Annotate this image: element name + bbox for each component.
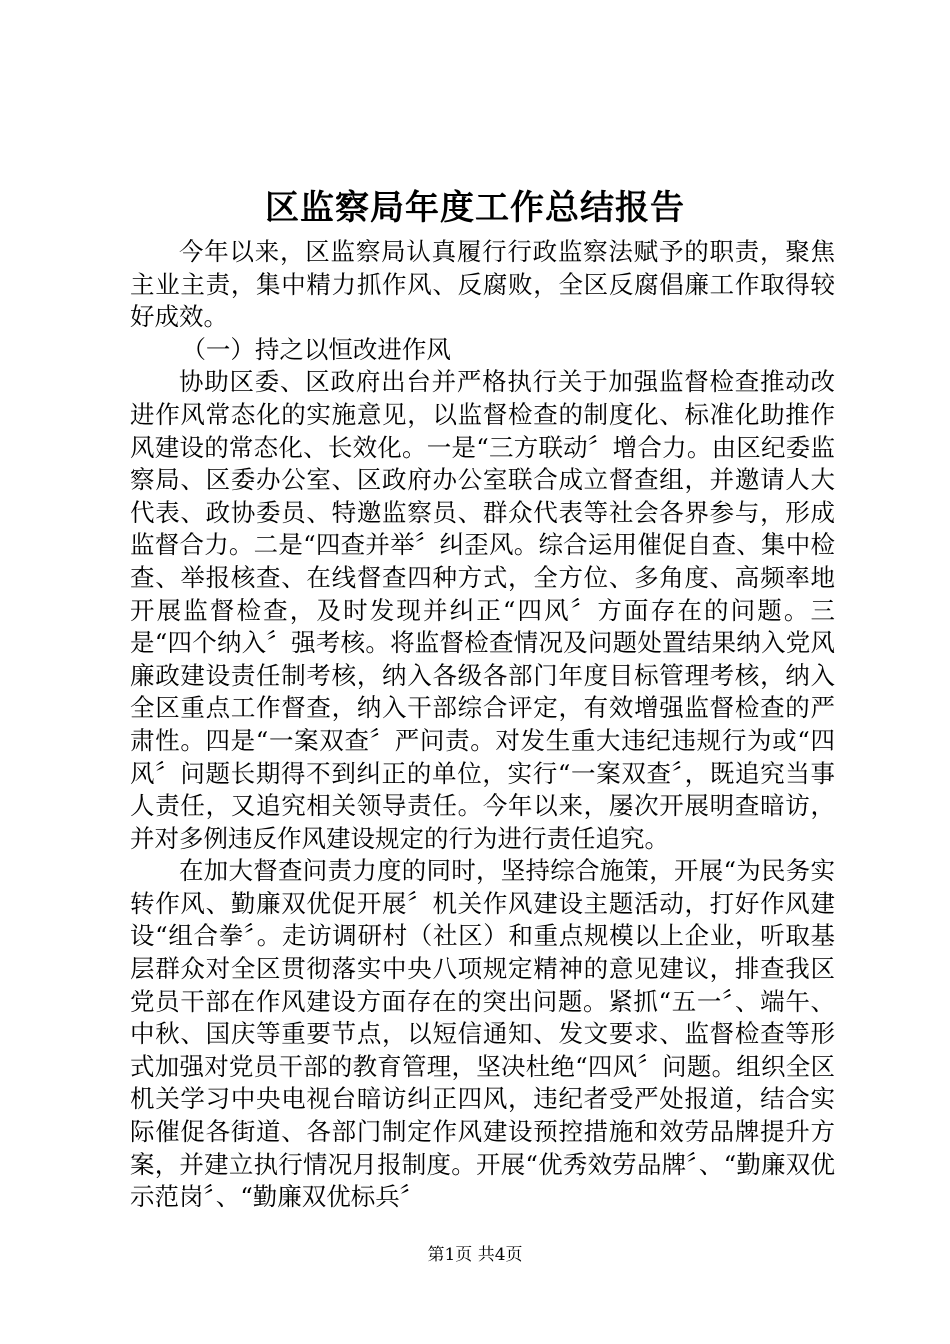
page-indicator: 第1页 共4页 [427,1245,523,1265]
document-body [130,236,835,1214]
document-title: 区监察局年度工作总结报告 [265,188,685,228]
paragraph-intro: 今年以来，区监察局认真履行行政监察法赋予的职责，聚焦主业主责，集中精力抓作风、反腐败，全区反腐倡廉工作取得较好成效。 [130,237,835,332]
paragraph-activities: 在加大督查问责力度的同时，坚持综合施策，开展“为民务实转作风、勤廉双优促开展〞机关作风建设主题活动，打好作风建设“组合拳〞。走访调研村（社区）和重点规模以上企业，听取基层群众对全区贯彻落实中央八项规定精神的意见建议，排查我区党员干部在作风建设方面存在的突出问题。紧抓“五一〞、端午、中秋、国庆等重要节点，以短信通知、发文要求、监督检查等形式加强对党员干部的教育管理，坚决杜绝“四风〞问题。组织全区机关学习中央电视台暗访纠正四风，违纪者受严处报道，结合实际催促各街道、各部门制定作风建设预控措施和效劳品牌提升方案，并建立执行情况月报制度。开展“优秀效劳品牌〞、“勤廉双优示范岗〞、“勤廉双优标兵〞 [130,856,835,1212]
section-heading: （一）持之以恒改进作风 [181,334,451,364]
paragraph-measures: 协助区委、区政府出台并严格执行关于加强监督检查推动改进作风常态化的实施意见，以监督检查的制度化、标准化助推作风建设的常态化、长效化。一是“三方联动〞增合力。由区纪委监察局、区委办公室、区政府办公室联合成立督查组，并邀请人大代表、政协委员、特邀监察员、群众代表等社会各界参与，形成监督合力。二是“四查并举〞纠歪风。综合运用催促自查、集中检查、举报核查、在线督查四种方式，全方位、多角度、高频率地开展监督检查，及时发现并纠正“四风〞方面存在的问题。三是“四个纳入〞强考核。将监督检查情况及问题处置结果纳入党风廉政建设责任制考核，纳入各级各部门年度目标管理考核，纳入全区重点工作督查，纳入干部综合评定，有效增强监督检查的严肃性。四是“一案双查〞严问责。对发生重大违纪违规行为或“四风〞问题长期得不到纠正的单位，实行“一案双查〞，既追究当事人责任，又追究相关领导责任。今年以来，屡次开展明查暗访，并对多例违反作风建设规定的行为进行责任追究。 [130,367,835,853]
